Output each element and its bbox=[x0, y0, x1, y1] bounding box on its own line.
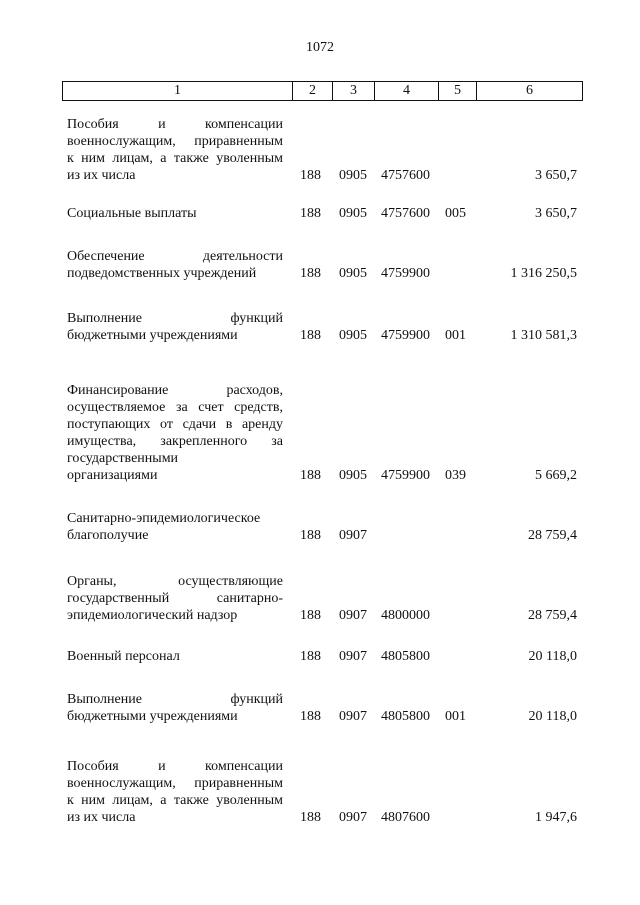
cell-c5: 001 bbox=[445, 328, 466, 343]
description-line: подведомственных учреждений bbox=[67, 266, 257, 281]
cell-c6: 20 118,0 bbox=[528, 649, 577, 664]
header-col-4: 4 bbox=[375, 82, 439, 101]
description-line: из их числа bbox=[67, 810, 136, 825]
cell-c2: 188 bbox=[300, 168, 321, 183]
description-line: Военный персонал bbox=[67, 649, 180, 664]
description-line: Социальные выплаты bbox=[67, 206, 197, 221]
table-row bbox=[0, 510, 640, 544]
row-description bbox=[67, 691, 283, 725]
cell-c3: 0907 bbox=[339, 608, 367, 623]
description-line: из их числа bbox=[67, 168, 136, 183]
page-number: 1072 bbox=[306, 40, 334, 55]
cell-c6: 28 759,4 bbox=[528, 608, 577, 623]
table-row bbox=[0, 758, 640, 826]
table-row bbox=[0, 116, 640, 184]
row-description bbox=[67, 758, 283, 826]
cell-c3: 0905 bbox=[339, 328, 367, 343]
header-col-5: 5 bbox=[439, 82, 477, 101]
cell-c4: 4759900 bbox=[381, 328, 430, 343]
description-line: военнослужащим, приравненным bbox=[67, 134, 283, 149]
description-line: Пособия и компенсации bbox=[67, 117, 283, 132]
cell-c2: 188 bbox=[300, 528, 321, 543]
cell-c6: 1 310 581,3 bbox=[510, 328, 577, 343]
description-line: организациями bbox=[67, 468, 158, 483]
header-col-6: 6 bbox=[477, 82, 583, 101]
cell-c2: 188 bbox=[300, 468, 321, 483]
row-description bbox=[67, 248, 283, 282]
description-line: Пособия и компенсации bbox=[67, 759, 283, 774]
description-line: Выполнение функций bbox=[67, 692, 283, 707]
cell-c6: 28 759,4 bbox=[528, 528, 577, 543]
cell-c4: 4759900 bbox=[381, 468, 430, 483]
cell-c2: 188 bbox=[300, 206, 321, 221]
description-line: Финансирование расходов, bbox=[67, 383, 283, 398]
description-line: Выполнение функций bbox=[67, 311, 283, 326]
cell-c2: 188 bbox=[300, 709, 321, 724]
cell-c3: 0907 bbox=[339, 528, 367, 543]
description-line: бюджетными учреждениями bbox=[67, 328, 238, 343]
description-line: Санитарно-эпидемиологическое bbox=[67, 511, 261, 526]
description-line: Обеспечение деятельности bbox=[67, 249, 283, 264]
cell-c2: 188 bbox=[300, 810, 321, 825]
cell-c2: 188 bbox=[300, 649, 321, 664]
row-description bbox=[67, 116, 283, 184]
row-description bbox=[67, 648, 283, 665]
description-line: государственный санитарно- bbox=[67, 591, 283, 606]
cell-c6: 20 118,0 bbox=[528, 709, 577, 724]
description-line: военнослужащим, приравненным bbox=[67, 776, 283, 791]
table-row bbox=[0, 573, 640, 624]
cell-c4: 4759900 bbox=[381, 266, 430, 281]
cell-c2: 188 bbox=[300, 266, 321, 281]
cell-c6: 5 669,2 bbox=[535, 468, 577, 483]
description-line: Органы, осуществляющие bbox=[67, 574, 283, 589]
row-description bbox=[67, 573, 283, 624]
row-description bbox=[67, 510, 283, 544]
row-description bbox=[67, 310, 283, 344]
cell-c5: 001 bbox=[445, 709, 466, 724]
cell-c3: 0907 bbox=[339, 810, 367, 825]
cell-c4: 4807600 bbox=[381, 810, 430, 825]
cell-c4: 4805800 bbox=[381, 709, 430, 724]
header-col-3: 3 bbox=[333, 82, 375, 101]
cell-c3: 0905 bbox=[339, 266, 367, 281]
table-header bbox=[62, 81, 583, 101]
cell-c3: 0907 bbox=[339, 649, 367, 664]
table-row bbox=[0, 648, 640, 665]
cell-c6: 1 316 250,5 bbox=[510, 266, 577, 281]
cell-c3: 0905 bbox=[339, 206, 367, 221]
cell-c3: 0905 bbox=[339, 168, 367, 183]
table-row bbox=[0, 310, 640, 344]
cell-c4: 4805800 bbox=[381, 649, 430, 664]
description-line: к ним лицам, а также уволенным bbox=[67, 151, 283, 166]
cell-c6: 1 947,6 bbox=[535, 810, 577, 825]
description-line: поступающих от сдачи в аренду bbox=[67, 417, 283, 432]
description-line: к ним лицам, а также уволенным bbox=[67, 793, 283, 808]
cell-c2: 188 bbox=[300, 328, 321, 343]
description-line: эпидемиологический надзор bbox=[67, 608, 238, 623]
cell-c3: 0907 bbox=[339, 709, 367, 724]
table-row bbox=[0, 382, 640, 484]
cell-c6: 3 650,7 bbox=[535, 168, 577, 183]
table-row bbox=[0, 248, 640, 282]
header-col-1: 1 bbox=[63, 82, 293, 101]
description-line: государственными bbox=[67, 451, 179, 466]
description-line: бюджетными учреждениями bbox=[67, 709, 238, 724]
description-line: имущества, закрепленного за bbox=[67, 434, 283, 449]
cell-c4: 4757600 bbox=[381, 206, 430, 221]
description-line: благополучие bbox=[67, 528, 149, 543]
cell-c4: 4757600 bbox=[381, 168, 430, 183]
table-row bbox=[0, 691, 640, 725]
cell-c4: 4800000 bbox=[381, 608, 430, 623]
row-description bbox=[67, 205, 283, 222]
row-description bbox=[67, 382, 283, 484]
description-line: осуществляемое за счет средств, bbox=[67, 400, 283, 415]
header-col-2: 2 bbox=[293, 82, 333, 101]
cell-c6: 3 650,7 bbox=[535, 206, 577, 221]
cell-c2: 188 bbox=[300, 608, 321, 623]
table-row bbox=[0, 205, 640, 222]
cell-c5: 005 bbox=[445, 206, 466, 221]
cell-c3: 0905 bbox=[339, 468, 367, 483]
cell-c5: 039 bbox=[445, 468, 466, 483]
